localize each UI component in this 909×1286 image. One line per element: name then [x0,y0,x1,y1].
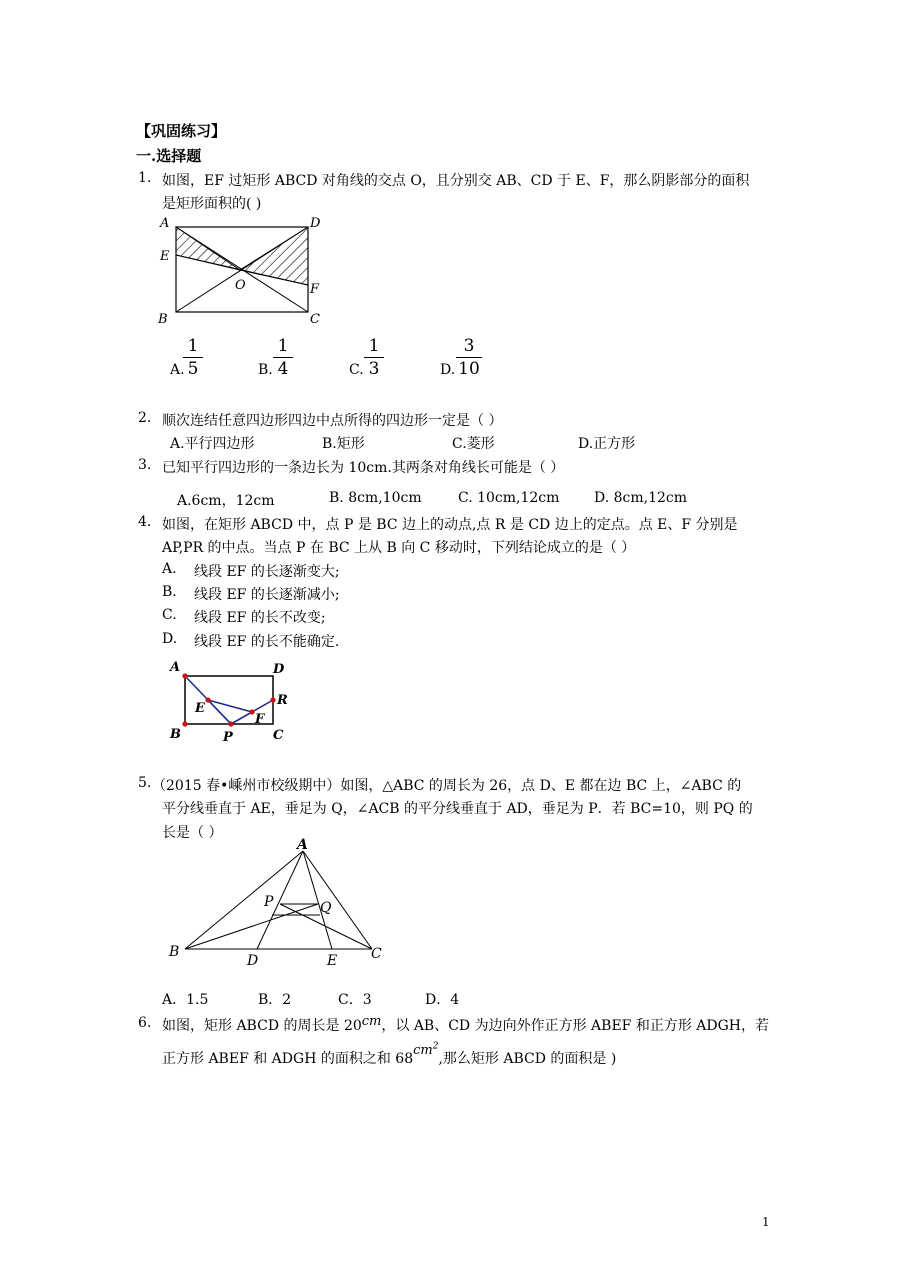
point-e [205,697,210,702]
question-text: 长是（ ） [162,825,223,841]
label-p: P [264,894,274,910]
label-c: C [371,946,382,962]
q3-option-c[interactable]: C. 10cm,12cm [458,490,560,506]
label-a: A [170,660,181,675]
label-q: Q [320,900,332,916]
point-b [182,721,187,726]
point-a [182,673,187,678]
option-label: A. [170,362,185,378]
label-p: P [223,730,233,745]
question-number: 4. [138,514,152,530]
point-p [228,721,233,726]
question-text: 平分线垂直于 AE，垂足为 Q，∠ACB 的平分线垂直于 AD，垂足为 P．若 BC=10，则 PQ 的 [162,801,753,817]
unit-cm: cm [361,1014,382,1029]
text-part: 如图，矩形 ABCD 的周长是 20 [162,1018,362,1034]
bisector-bq [185,904,318,949]
question-text: 是矩形面积的( ) [162,196,262,212]
option-label: C. [349,362,364,378]
q5-option-b[interactable]: B．2 [258,992,292,1008]
option-label: A. [162,561,177,577]
label-e: E [195,701,205,716]
label-b: B [169,944,180,960]
label-b: B [158,312,168,327]
page-number: 1 [762,1215,770,1229]
text-part: 正方形 ABEF 和 ADGH 的面积之和 68 [162,1051,414,1067]
label-f: F [255,712,265,727]
option-fraction: 1 5 [183,336,203,379]
question-number: 5. [138,775,152,791]
label-f: F [310,282,320,297]
text-part: ,那么矩形 ABCD 的面积是 ) [438,1051,617,1067]
question-text [162,1015,769,1035]
question-text: 如图，EF 过矩形 ABCD 对角线的交点 O，且分别交 AB、CD 于 E、F，那么阴影部分的面积 [162,173,750,189]
q5-option-c[interactable]: C．3 [338,992,372,1008]
shaded-triangle-right [240,227,308,285]
q3-option-d[interactable]: D. 8cm,12cm [594,490,688,506]
q2-option-c[interactable]: C.菱形 [452,436,495,452]
label-a: A [297,837,308,853]
q1-figure [155,212,330,327]
label-d: D [310,216,321,231]
segments-ep-pf [208,700,252,724]
question-text: 已知平行四边形的一条边长为 10cm.其两条对角线长可能是（ ） [162,460,565,476]
option-fraction: 1 4 [273,336,293,379]
side-ab [185,851,303,949]
label-c: C [310,312,320,327]
option-text: 线段 EF 的长逐渐变大; [194,564,340,580]
text-part: ，以 AB、CD 为边向外作正方形 ABEF 和正方形 ADGH，若 [381,1018,770,1034]
label-o: O [235,278,246,293]
question-text [162,1041,617,1068]
label-a: A [160,216,170,231]
label-e: E [327,953,338,969]
section-header: 【巩固练习】 [136,122,227,140]
option-text: 线段 EF 的长不改变; [194,610,326,626]
question-text: （2015 春•嵊州市校级期中）如图，△ABC 的周长为 26，点 D、E 都在边 BC 上，∠ABC 的 [152,778,742,794]
label-e: E [160,249,170,264]
option-label: C. [162,607,177,623]
label-r: R [277,693,288,708]
q5-figure [160,836,390,972]
point-r [270,697,275,702]
option-label: B. [162,584,177,600]
q3-option-b[interactable]: B. 8cm,10cm [329,490,422,506]
point-f [249,709,254,714]
label-d: D [247,953,259,969]
question-number: 2. [138,410,152,426]
question-number: 3. [138,457,152,473]
option-label: B. [258,362,273,378]
part-title: 一.选择题 [136,147,202,165]
option-fraction: 3 10 [456,336,482,379]
option-label: D. [440,362,456,378]
label-b: B [170,727,181,742]
question-number: 6. [138,1015,152,1031]
q5-option-a[interactable]: A．1.5 [162,992,209,1008]
q3-option-a[interactable]: A.6cm，12cm [177,493,275,509]
option-fraction: 1 3 [364,336,384,379]
option-text: 线段 EF 的长不能确定. [194,634,340,650]
q5-option-d[interactable]: D．4 [425,992,460,1008]
side-ac [303,851,372,949]
label-c: C [273,728,284,743]
label-d: D [273,662,285,677]
option-text: 线段 EF 的长逐渐减小; [194,587,340,603]
q2-option-b[interactable]: B.矩形 [322,436,365,452]
q2-option-d[interactable]: D.正方形 [578,436,636,452]
question-text: AP,PR 的中点。当点 P 在 BC 上从 B 向 C 移动时，下列结论成立的是（ ） [162,540,636,556]
question-text: 如图，在矩形 ABCD 中，点 P 是 BC 边上的动点,点 R 是 CD 边上的定点。点 E、F 分别是 [162,517,738,533]
option-label: D. [162,631,178,647]
question-number: 1. [138,170,152,186]
q2-option-a[interactable]: A.平行四边形 [170,436,255,452]
unit-cm2: $cm^2$ [413,1041,439,1058]
q4-figure [165,657,295,745]
question-text: 顺次连结任意四边形四边中点所得的四边形一定是（ ） [162,413,503,429]
